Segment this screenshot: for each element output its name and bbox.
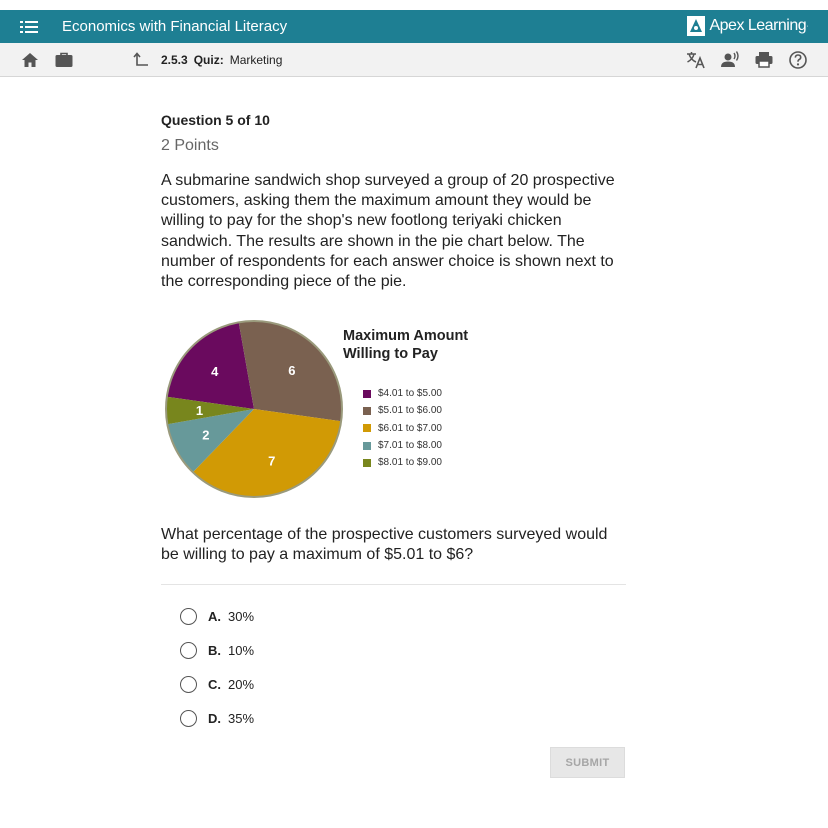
pie-slice-label: 1: [195, 402, 204, 418]
option-text: 35%: [228, 711, 255, 726]
pie-slice-label: 2: [202, 427, 210, 443]
legend-swatch: [363, 390, 371, 398]
briefcase-icon[interactable]: [54, 50, 74, 70]
radio-button-d[interactable]: [180, 710, 197, 727]
pie-slice-label: 7: [268, 453, 276, 469]
pie-chart: [163, 318, 345, 500]
legend-swatch: [363, 442, 371, 450]
option-text: 30%: [228, 609, 255, 624]
answer-option-a[interactable]: [180, 608, 254, 625]
toolbar: [0, 43, 828, 77]
top-header-bar: [0, 10, 828, 43]
radio-button-b[interactable]: [180, 642, 197, 659]
pie-slice-label: 6: [288, 362, 296, 378]
chart-legend: [363, 385, 442, 471]
question-points: 2 Points: [161, 137, 219, 154]
legend-label: $6.01 to $7.00: [378, 422, 442, 434]
lesson-name: Marketing: [229, 53, 283, 67]
legend-item: [363, 385, 442, 402]
option-letter: C.: [208, 677, 221, 692]
option-text: 20%: [228, 677, 255, 692]
answer-option-d[interactable]: [180, 710, 254, 727]
option-letter: D.: [208, 711, 221, 726]
legend-item: [363, 402, 442, 419]
legend-item: [363, 420, 442, 437]
up-arrow-icon[interactable]: [133, 52, 149, 68]
divider: [161, 584, 626, 585]
chart-title: Maximum Amount Willing to Pay: [343, 328, 469, 362]
pie-slice-label: 4: [211, 364, 219, 380]
brand-name: Apex Learning: [709, 17, 807, 34]
radio-button-c[interactable]: [180, 676, 197, 693]
apex-logo-icon: [687, 16, 705, 36]
legend-label: $8.01 to $9.00: [378, 457, 442, 469]
translate-icon[interactable]: [686, 50, 706, 70]
question-number: Question 5 of 10: [161, 112, 270, 128]
answer-option-b[interactable]: [180, 642, 254, 659]
lesson-number: 2.5.3: [161, 53, 188, 67]
radio-button-a[interactable]: [180, 608, 197, 625]
legend-item: [363, 454, 442, 471]
submit-button[interactable]: SUBMIT: [550, 747, 625, 778]
legend-swatch: [363, 424, 371, 432]
print-icon[interactable]: [754, 50, 774, 70]
breadcrumb: [133, 52, 282, 68]
lesson-type: Quiz:: [193, 53, 224, 67]
question-prompt: What percentage of the prospective customers surveyed would be willing to pay a maximum of $5.01 to $6?: [161, 526, 608, 563]
legend-swatch: [363, 459, 371, 467]
legend-label: $7.01 to $8.00: [378, 440, 442, 452]
legend-item: [363, 437, 442, 454]
brand-logo: [687, 16, 808, 36]
legend-label: $4.01 to $5.00: [378, 388, 442, 400]
help-icon[interactable]: [788, 50, 808, 70]
read-aloud-icon[interactable]: [720, 50, 740, 70]
brand-mark: ·: [806, 22, 808, 30]
course-title: Economics with Financial Literacy: [62, 18, 288, 35]
option-letter: A.: [208, 609, 221, 624]
option-text: 10%: [228, 643, 255, 658]
legend-swatch: [363, 407, 371, 415]
home-icon[interactable]: [20, 50, 40, 70]
legend-label: $5.01 to $6.00: [378, 405, 442, 417]
question-text: A submarine sandwich shop surveyed a group of 20 prospective customers, asking them the maximum amount they would be willing to pay for the shop's new footlong teriyaki chicken sandwich. The results are shown in the pie chart below. The number of respondents for each answer choice is shown next to the corresponding piece of the pie.: [161, 172, 615, 291]
option-letter: B.: [208, 643, 221, 658]
menu-icon[interactable]: [20, 18, 40, 36]
answer-option-c[interactable]: [180, 676, 254, 693]
